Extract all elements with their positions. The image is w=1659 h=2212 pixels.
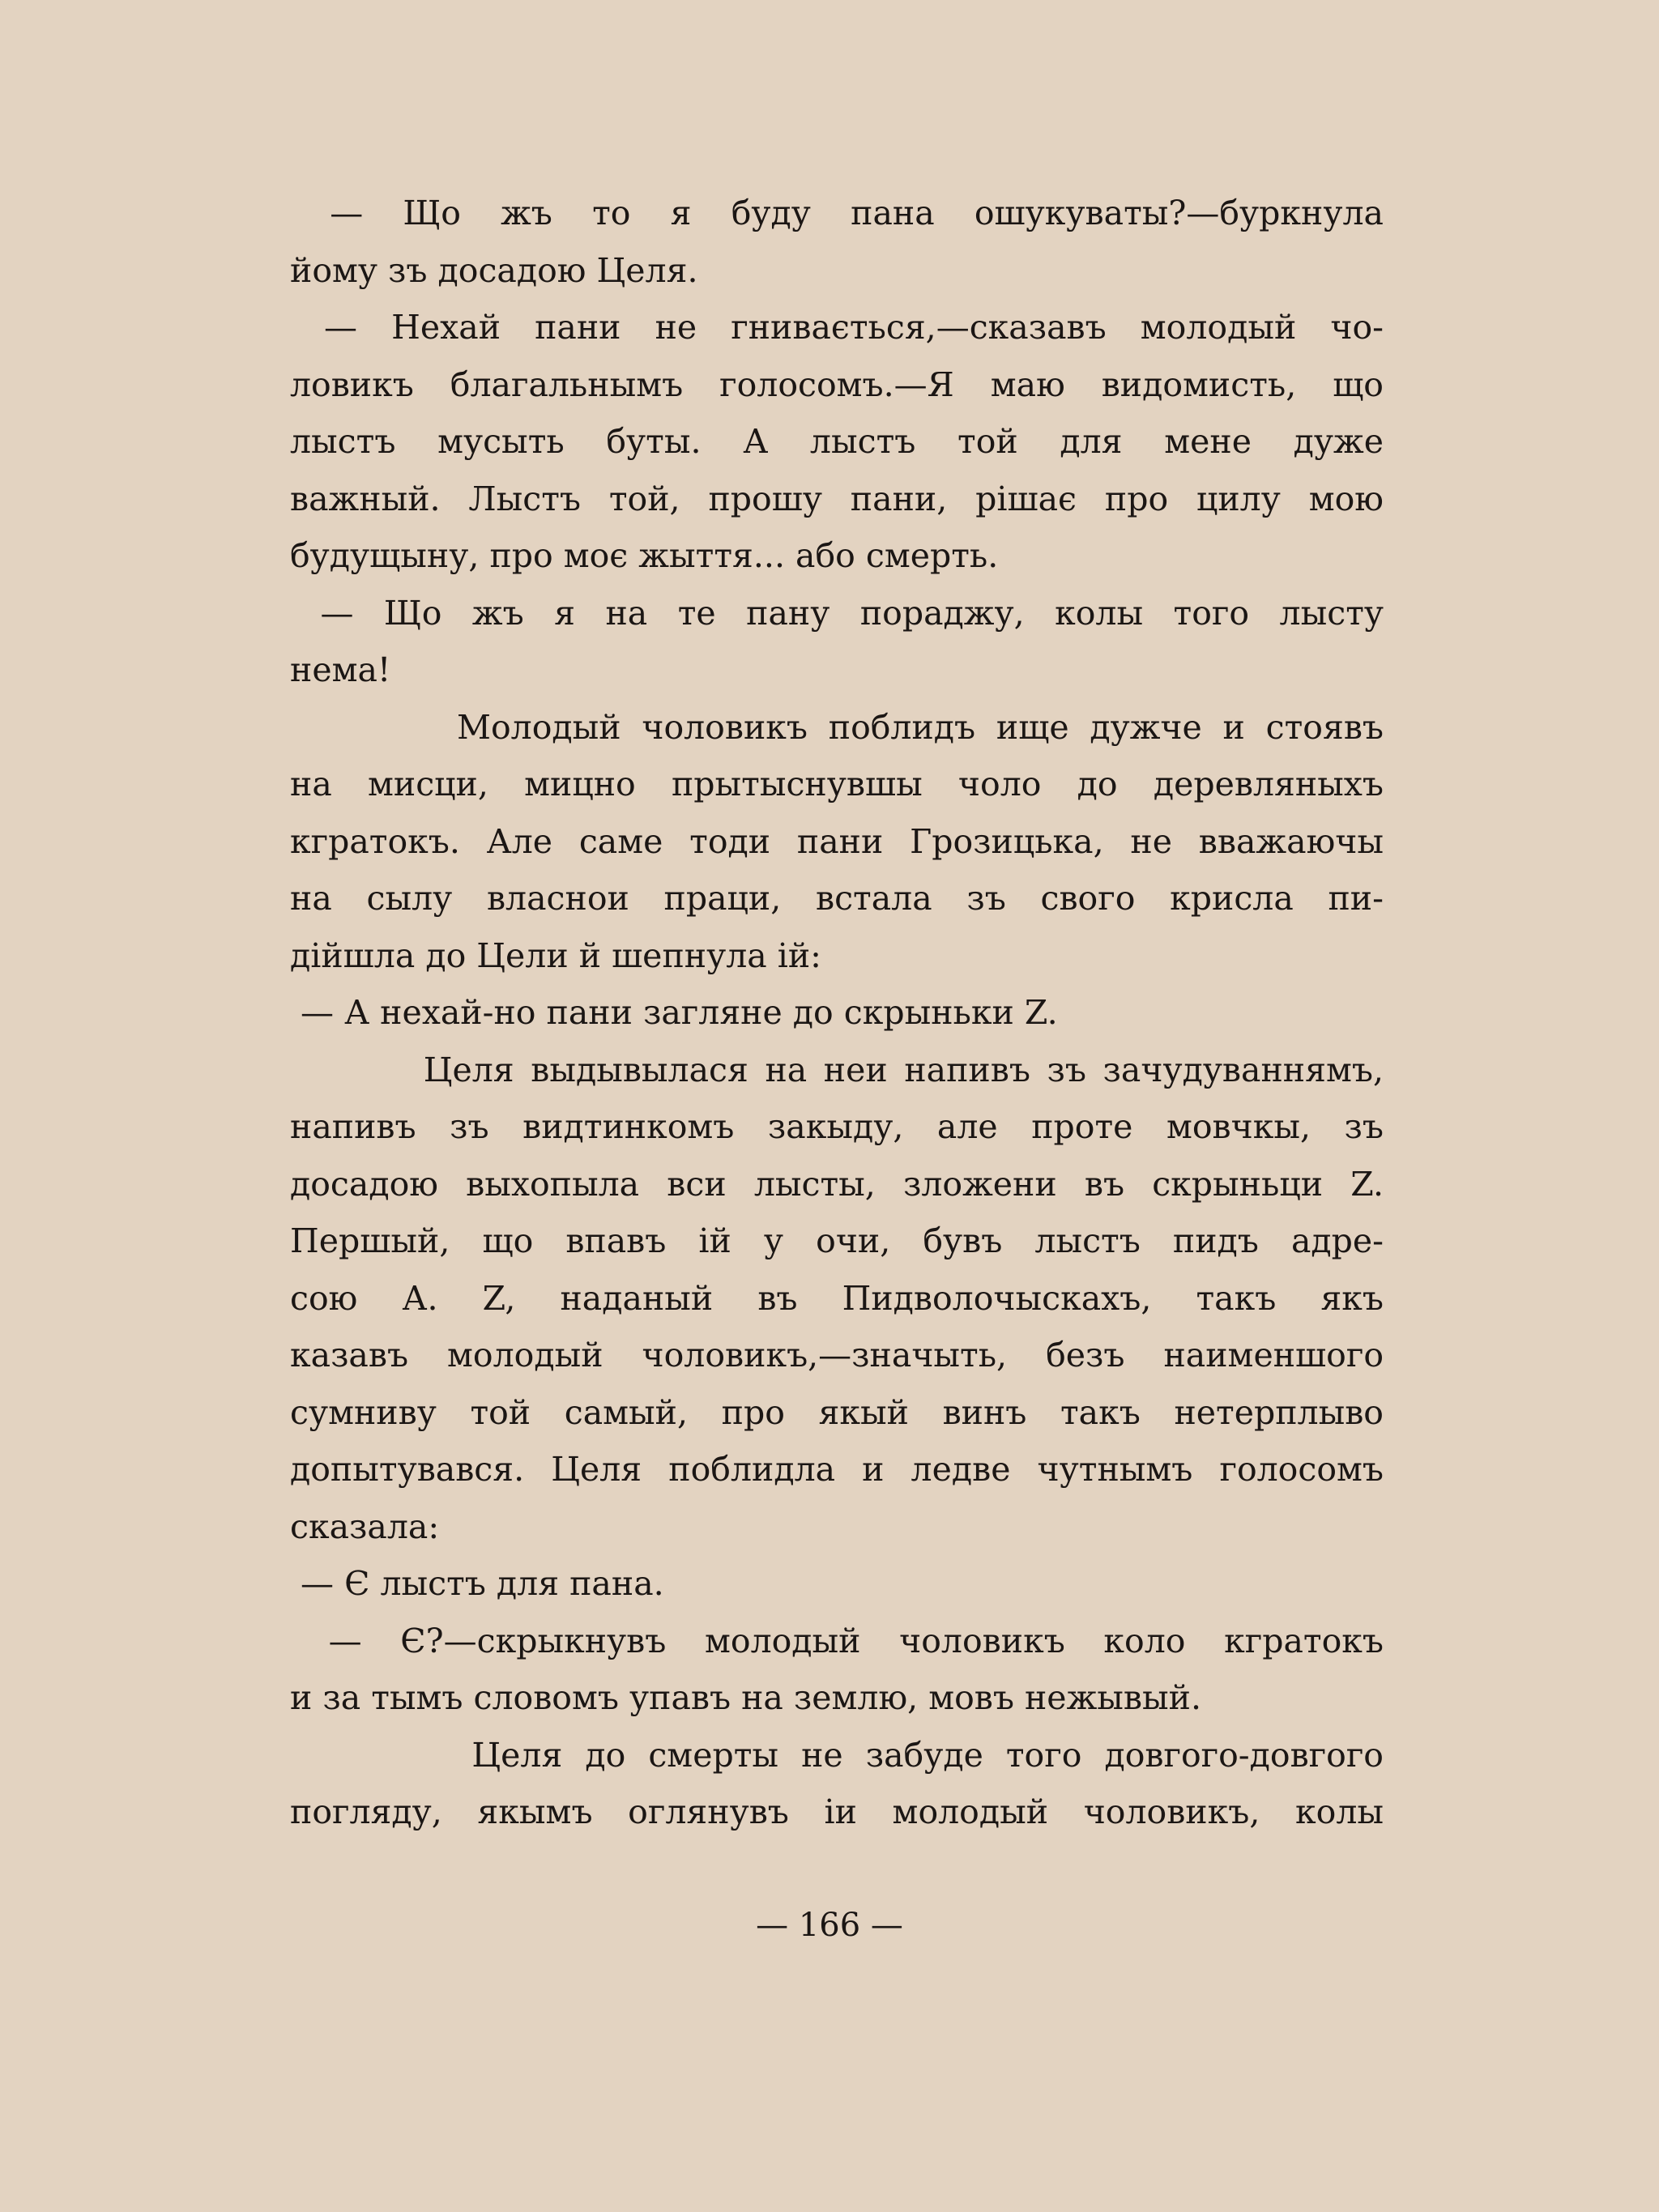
text-line: — Що жъ то я буду пана ошукуваты?—буркнула <box>290 194 1384 232</box>
text-line: сказала: <box>290 1507 440 1546</box>
text-line: казавъ молодый чоловикъ,—значыть, безъ наименшого <box>290 1336 1384 1375</box>
text-line: на мисци, мицно прытыснувшы чоло до деревляныхъ <box>290 765 1384 803</box>
text-line: — Є?—скрыкнувъ молодый чоловикъ коло кгратокъ <box>290 1621 1384 1660</box>
text-line: нема! <box>290 650 391 689</box>
text-line: Першый, що впавъ iй у очи, бувъ лыстъ пидъ адре- <box>290 1221 1384 1260</box>
text-line: Целя до смерты не забуде того довгого-довгого <box>290 1735 1384 1775</box>
text-line: ловикъ благальнымъ голосомъ.—Я маю видомисть, що <box>290 364 1384 404</box>
text-line: — Нехай пани не гнивається,—сказавъ молодый чо- <box>290 308 1384 347</box>
text-line: Целя выдывылася на неи напивъ зъ зачудуваннямъ, <box>290 1050 1384 1089</box>
text-line: — А нехай-но пани загляне до скрыньки Z. <box>290 993 1058 1032</box>
text-line: — Є лыстъ для пана. <box>290 1564 664 1603</box>
text-line: важный. Лыстъ той, прошу пани, рiшає про цилу мою <box>290 479 1384 518</box>
text-line: сою А. Z, наданый въ Пидволочыскахъ, такъ якъ <box>290 1278 1384 1318</box>
text-line: йому зъ досадою Целя. <box>290 250 698 290</box>
text-line: дiйшла до Цели й шепнула iй: <box>290 936 821 975</box>
text-line: будущыну, про моє жыття... або смерть. <box>290 536 999 575</box>
text-line: — Що жъ я на те пану пораджу, колы того лысту <box>290 593 1384 633</box>
text-line: кгратокъ. Але саме тоди пани Грозицька, не вважаючы <box>290 821 1384 861</box>
text-line: и за тымъ словомъ упавъ на землю, мовъ нежывый. <box>290 1678 1201 1717</box>
body-text <box>290 185 1384 1841</box>
text-line: на сылу власнои праци, встала зъ свого крисла пи- <box>290 879 1384 918</box>
text-line: досадою выхопыла вси лысты, зложени въ скрыньци Z. <box>290 1164 1384 1204</box>
page-number: — 166 — <box>756 1907 903 1944</box>
text-line: Молодый чоловикъ поблидъ ище дужче и стоявъ <box>290 707 1384 747</box>
text-line: лыстъ мусыть буты. А лыстъ той для мене дуже <box>290 422 1384 461</box>
text-line: сумниву той самый, про якый винъ такъ нетерплыво <box>290 1392 1384 1432</box>
text-line: напивъ зъ видтинкомъ закыду, але проте мовчкы, зъ <box>290 1107 1384 1146</box>
text-line: погляду, якымъ оглянувъ iи молодый чоловикъ, колы <box>290 1792 1384 1831</box>
text-line: допытувався. Целя поблидла и ледве чутнымъ голосомъ <box>290 1450 1384 1489</box>
